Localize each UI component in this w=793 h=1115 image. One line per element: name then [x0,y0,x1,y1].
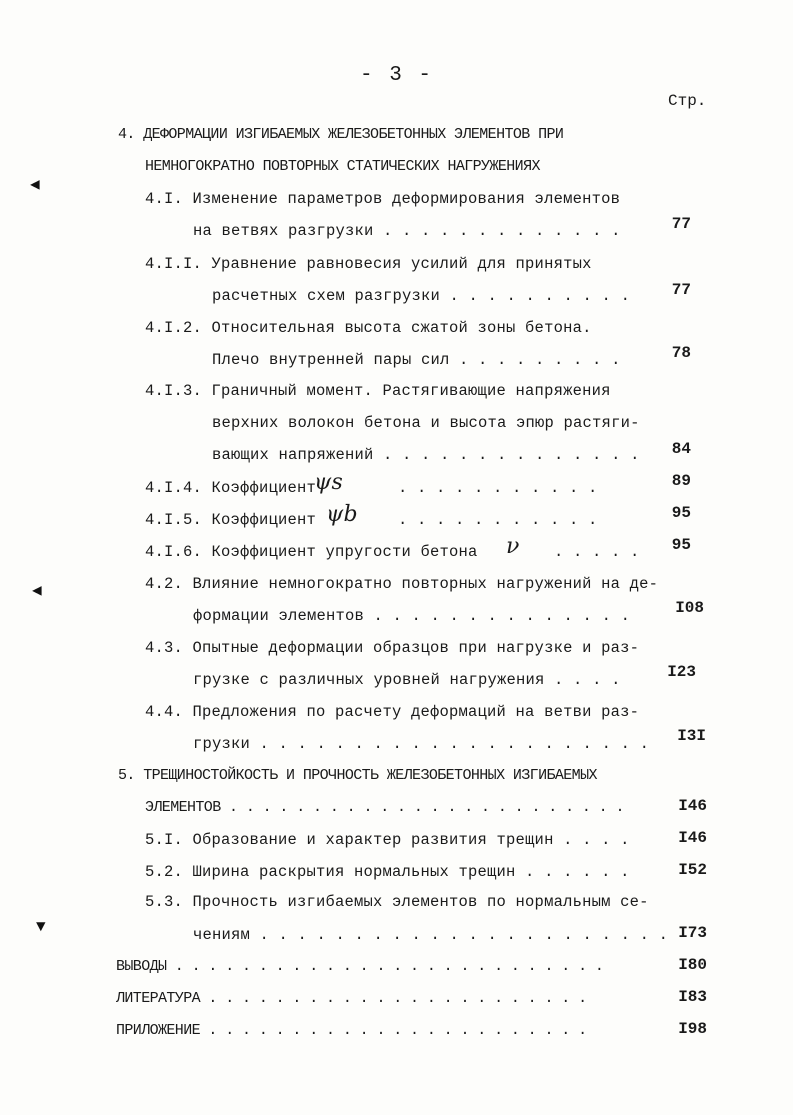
toc-page-number: 95 [671,504,691,522]
toc-entry-title: Плечо внутренней пары сил . . . . . . . . . [212,351,621,369]
toc-entry-title: 4.I.6. Коэффициент упругости бетона [145,543,478,561]
toc-page-number: I23 [667,663,696,681]
toc-entry-title: 4.3. Опытные деформации образцов при нагрузке и раз- [145,639,640,657]
toc-leader-dots: . . . . . . . . . . . [398,479,598,497]
toc-page-number: I80 [678,956,707,974]
toc-page-number: 84 [671,440,691,458]
nu-symbol-icon: ν [506,534,520,559]
toc-entry-title: 4.I.5. Коэффициент [145,511,317,529]
toc-page-number: 77 [671,281,691,299]
toc-page-number: 78 [671,344,691,362]
toc-page-number: I83 [678,988,707,1006]
psi-s-symbol-icon: ψs [314,470,343,495]
toc-page-number: 77 [671,215,691,233]
toc-entry-title: 4.I.I. Уравнение равновесия усилий для принятых [145,255,592,273]
toc-page-number: I46 [678,797,707,815]
toc-entry-title: 4.I.2. Относительная высота сжатой зоны бетона. [145,319,592,337]
toc-entry-title: чениям . . . . . . . . . . . . . . . . . . . . . . [193,926,669,944]
margin-arrow-icon: ▼ [36,918,46,936]
toc-entry-title: верхних волокон бетона и высота эпюр растяги- [212,414,640,432]
pages-column-label: Стр. [668,92,707,110]
toc-entry-title: 4.I.4. Коэффициент [145,479,317,497]
toc-entry-title: 4.2. Влияние немногократно повторных нагружений на де- [145,575,659,593]
toc-page-number: I3I [677,727,706,745]
toc-entry-title: 4.4. Предложения по расчету деформаций на ветви раз- [145,703,640,721]
toc-entry-title: ЭЛЕМЕНТОВ . . . . . . . . . . . . . . . . . . . . . . . . [145,799,624,816]
toc-entry-title: 4.I. Изменение параметров деформирования элементов [145,190,621,208]
toc-page-number: I52 [678,861,707,879]
toc-entry-title: грузке с различных уровней нагружения . . . . [193,671,621,689]
margin-arrow-icon: ◀ [30,176,40,194]
toc-entry-title: ЛИТЕРАТУРА . . . . . . . . . . . . . . . . . . . . . . . [116,990,587,1007]
toc-entry-title: ПРИЛОЖЕНИЕ . . . . . . . . . . . . . . . . . . . . . . . [116,1022,587,1039]
margin-arrow-icon: ◀ [32,582,42,600]
toc-entry-title: 4. ДЕФОРМАЦИИ ИЗГИБАЕМЫХ ЖЕЛЕЗОБЕТОННЫХ ЭЛЕМЕНТОВ ПРИ [118,126,564,143]
toc-page-number: 89 [671,472,691,490]
toc-entry-title: на ветвях разгрузки . . . . . . . . . . . . . [193,222,621,240]
toc-entry-title: формации элементов . . . . . . . . . . . . . . [193,607,631,625]
toc-entry-title: 5.2. Ширина раскрытия нормальных трещин . . . . . . [145,863,630,881]
psi-b-symbol-icon: ψb [326,502,358,527]
toc-entry-title: 5.I. Образование и характер развития трещин . . . . [145,831,630,849]
toc-entry-title: ВЫВОДЫ . . . . . . . . . . . . . . . . . . . . . . . . . . [116,958,604,975]
toc-page-number: 95 [671,536,691,554]
toc-entry-title: НЕМНОГОКРАТНО ПОВТОРНЫХ СТАТИЧЕСКИХ НАГРУЖЕНИЯХ [145,158,540,175]
toc-entry-title: вающих напряжений . . . . . . . . . . . . . . [212,446,640,464]
toc-entry-title: 5. ТРЕЩИНОСТОЙКОСТЬ И ПРОЧНОСТЬ ЖЕЛЕЗОБЕТОННЫХ ИЗГИБАЕМЫХ [118,767,597,784]
toc-entry-title: 4.I.3. Граничный момент. Растягивающие напряжения [145,382,611,400]
toc-entry-title: грузки . . . . . . . . . . . . . . . . . . . . . [193,735,650,753]
toc-page-number: I08 [675,599,704,617]
toc-leader-dots: . . . . . . . . . . . [398,511,598,529]
toc-page-number: I98 [678,1020,707,1038]
toc-page-number: I46 [678,829,707,847]
toc-page-number: I73 [678,924,707,942]
page-number: - 3 - [359,64,433,87]
toc-leader-dots: . . . . . [554,543,640,561]
toc-entry-title: расчетных схем разгрузки . . . . . . . . . . [212,287,631,305]
toc-entry-title: 5.3. Прочность изгибаемых элементов по нормальным се- [145,893,649,911]
